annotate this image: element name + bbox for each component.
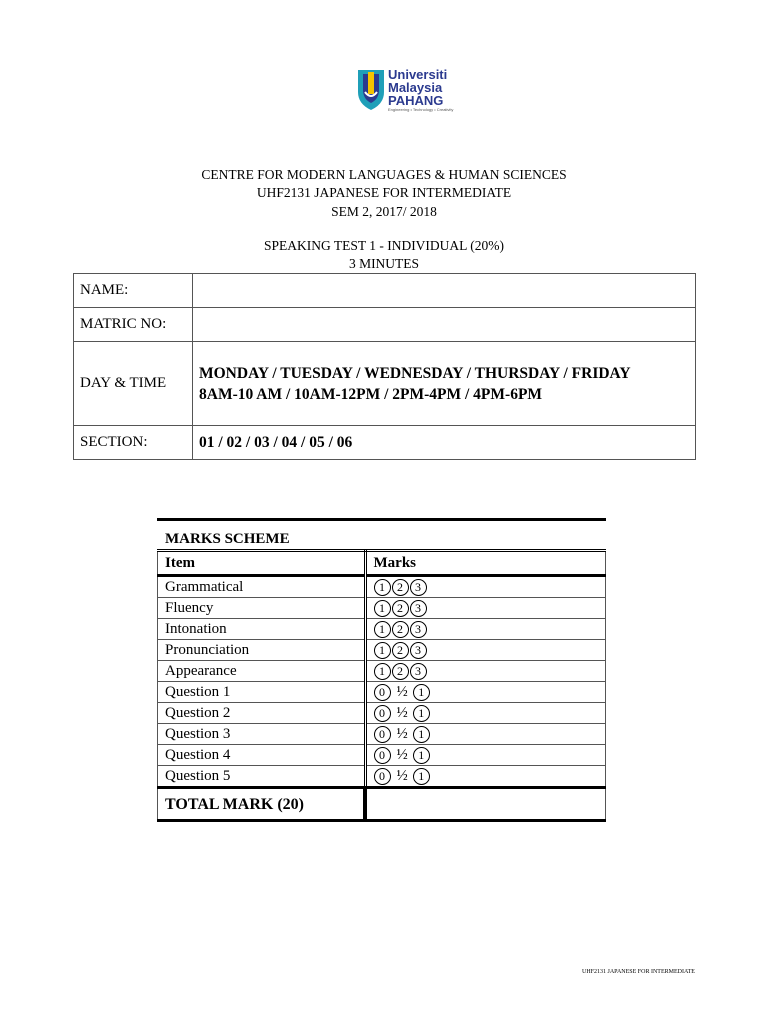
scale-option-circle[interactable]: 1 <box>374 600 391 617</box>
marks-scale <box>365 619 606 640</box>
col-item-header: Item <box>158 551 366 576</box>
university-logo <box>356 66 472 122</box>
scale-option-circle[interactable]: 1 <box>374 642 391 659</box>
marks-row <box>158 598 606 619</box>
scale-option-circle[interactable]: 1 <box>413 705 430 722</box>
marks-item-label: Grammatical <box>158 576 366 598</box>
student-info-table <box>73 273 696 460</box>
total-mark-field[interactable] <box>365 788 606 821</box>
marks-item-label: Question 4 <box>158 745 366 766</box>
marks-scheme <box>157 518 606 822</box>
marks-item-label: Appearance <box>158 661 366 682</box>
scale-option-half[interactable]: ½ <box>396 767 408 784</box>
marks-row <box>158 703 606 724</box>
total-mark-label: TOTAL MARK (20) <box>158 788 366 821</box>
scale-option-circle[interactable]: 3 <box>410 579 427 596</box>
footer-course: UHF2131 JAPANESE FOR INTERMEDIATE <box>582 969 695 975</box>
marks-row <box>158 766 606 788</box>
logo-tagline: Engineering • Technology • Creativity <box>388 107 454 112</box>
name-label: NAME: <box>74 274 193 308</box>
marks-scale <box>365 724 606 745</box>
scale-option-circle[interactable]: 2 <box>392 600 409 617</box>
matric-field[interactable] <box>193 308 696 342</box>
scale-option-circle[interactable]: 1 <box>413 684 430 701</box>
marks-item-label: Pronunciation <box>158 640 366 661</box>
marks-scale <box>365 682 606 703</box>
marks-row <box>158 619 606 640</box>
marks-scale <box>365 598 606 619</box>
marks-item-label: Question 3 <box>158 724 366 745</box>
marks-table <box>157 549 606 822</box>
logo-line-2: Malaysia <box>388 80 443 95</box>
scale-option-circle[interactable]: 3 <box>410 663 427 680</box>
scale-option-circle[interactable]: 0 <box>374 726 391 743</box>
time-options: 8AM-10 AM / 10AM-12PM / 2PM-4PM / 4PM-6PM <box>199 385 543 403</box>
marks-row <box>158 661 606 682</box>
scale-option-half[interactable]: ½ <box>396 683 408 700</box>
marks-row <box>158 682 606 703</box>
scale-option-circle[interactable]: 1 <box>374 663 391 680</box>
marks-top-rule <box>157 518 606 521</box>
scale-option-circle[interactable]: 1 <box>413 747 430 764</box>
scale-option-circle[interactable]: 3 <box>410 621 427 638</box>
marks-item-label: Intonation <box>158 619 366 640</box>
marks-scale <box>365 661 606 682</box>
shield-icon <box>356 68 386 112</box>
scale-option-half[interactable]: ½ <box>396 746 408 763</box>
scale-option-circle[interactable]: 0 <box>374 705 391 722</box>
scale-option-circle[interactable]: 3 <box>410 600 427 617</box>
marks-scale <box>365 576 606 598</box>
marks-scale <box>365 745 606 766</box>
scale-option-circle[interactable]: 0 <box>374 747 391 764</box>
scale-option-circle[interactable]: 0 <box>374 684 391 701</box>
day-time-label: DAY & TIME <box>74 342 193 426</box>
scale-option-circle[interactable]: 1 <box>413 726 430 743</box>
scale-option-half[interactable]: ½ <box>396 704 408 721</box>
scale-option-circle[interactable]: 1 <box>374 621 391 638</box>
section-field[interactable]: 01 / 02 / 03 / 04 / 05 / 06 <box>193 426 696 460</box>
marks-item-label: Question 5 <box>158 766 366 788</box>
marks-row <box>158 724 606 745</box>
col-marks-header: Marks <box>365 551 606 576</box>
marks-row <box>158 745 606 766</box>
marks-item-label: Fluency <box>158 598 366 619</box>
matric-label: MATRIC NO: <box>74 308 193 342</box>
scale-option-circle[interactable]: 2 <box>392 642 409 659</box>
marks-scale <box>365 766 606 788</box>
header-line-2: UHF2131 JAPANESE FOR INTERMEDIATE <box>256 185 512 200</box>
scale-option-circle[interactable]: 0 <box>374 768 391 785</box>
header-line-1: CENTRE FOR MODERN LANGUAGES & HUMAN SCIENCES <box>201 167 567 182</box>
scale-option-circle[interactable]: 1 <box>413 768 430 785</box>
marks-row <box>158 576 606 598</box>
name-field[interactable] <box>193 274 696 308</box>
marks-scale <box>365 640 606 661</box>
marks-scheme-title: MARKS SCHEME <box>165 531 290 547</box>
day-options: MONDAY / TUESDAY / WEDNESDAY / THURSDAY / FRIDAY <box>199 364 631 382</box>
section-label: SECTION: <box>74 426 193 460</box>
scale-option-circle[interactable]: 2 <box>392 663 409 680</box>
scale-option-circle[interactable]: 1 <box>374 579 391 596</box>
marks-item-label: Question 2 <box>158 703 366 724</box>
logo-line-3: PAHANG <box>388 93 444 108</box>
header-line-4: SPEAKING TEST 1 - INDIVIDUAL (20%) <box>263 238 505 253</box>
scale-option-circle[interactable]: 2 <box>392 579 409 596</box>
scale-option-circle[interactable]: 3 <box>410 642 427 659</box>
scale-option-half[interactable]: ½ <box>396 725 408 742</box>
header-line-3: SEM 2, 2017/ 2018 <box>331 204 437 219</box>
scale-option-circle[interactable]: 2 <box>392 621 409 638</box>
marks-item-label: Question 1 <box>158 682 366 703</box>
marks-row <box>158 640 606 661</box>
marks-scale <box>365 703 606 724</box>
day-time-field[interactable] <box>193 342 696 426</box>
header-line-5: 3 MINUTES <box>348 256 420 271</box>
logo-line-1: Universiti <box>388 67 448 82</box>
